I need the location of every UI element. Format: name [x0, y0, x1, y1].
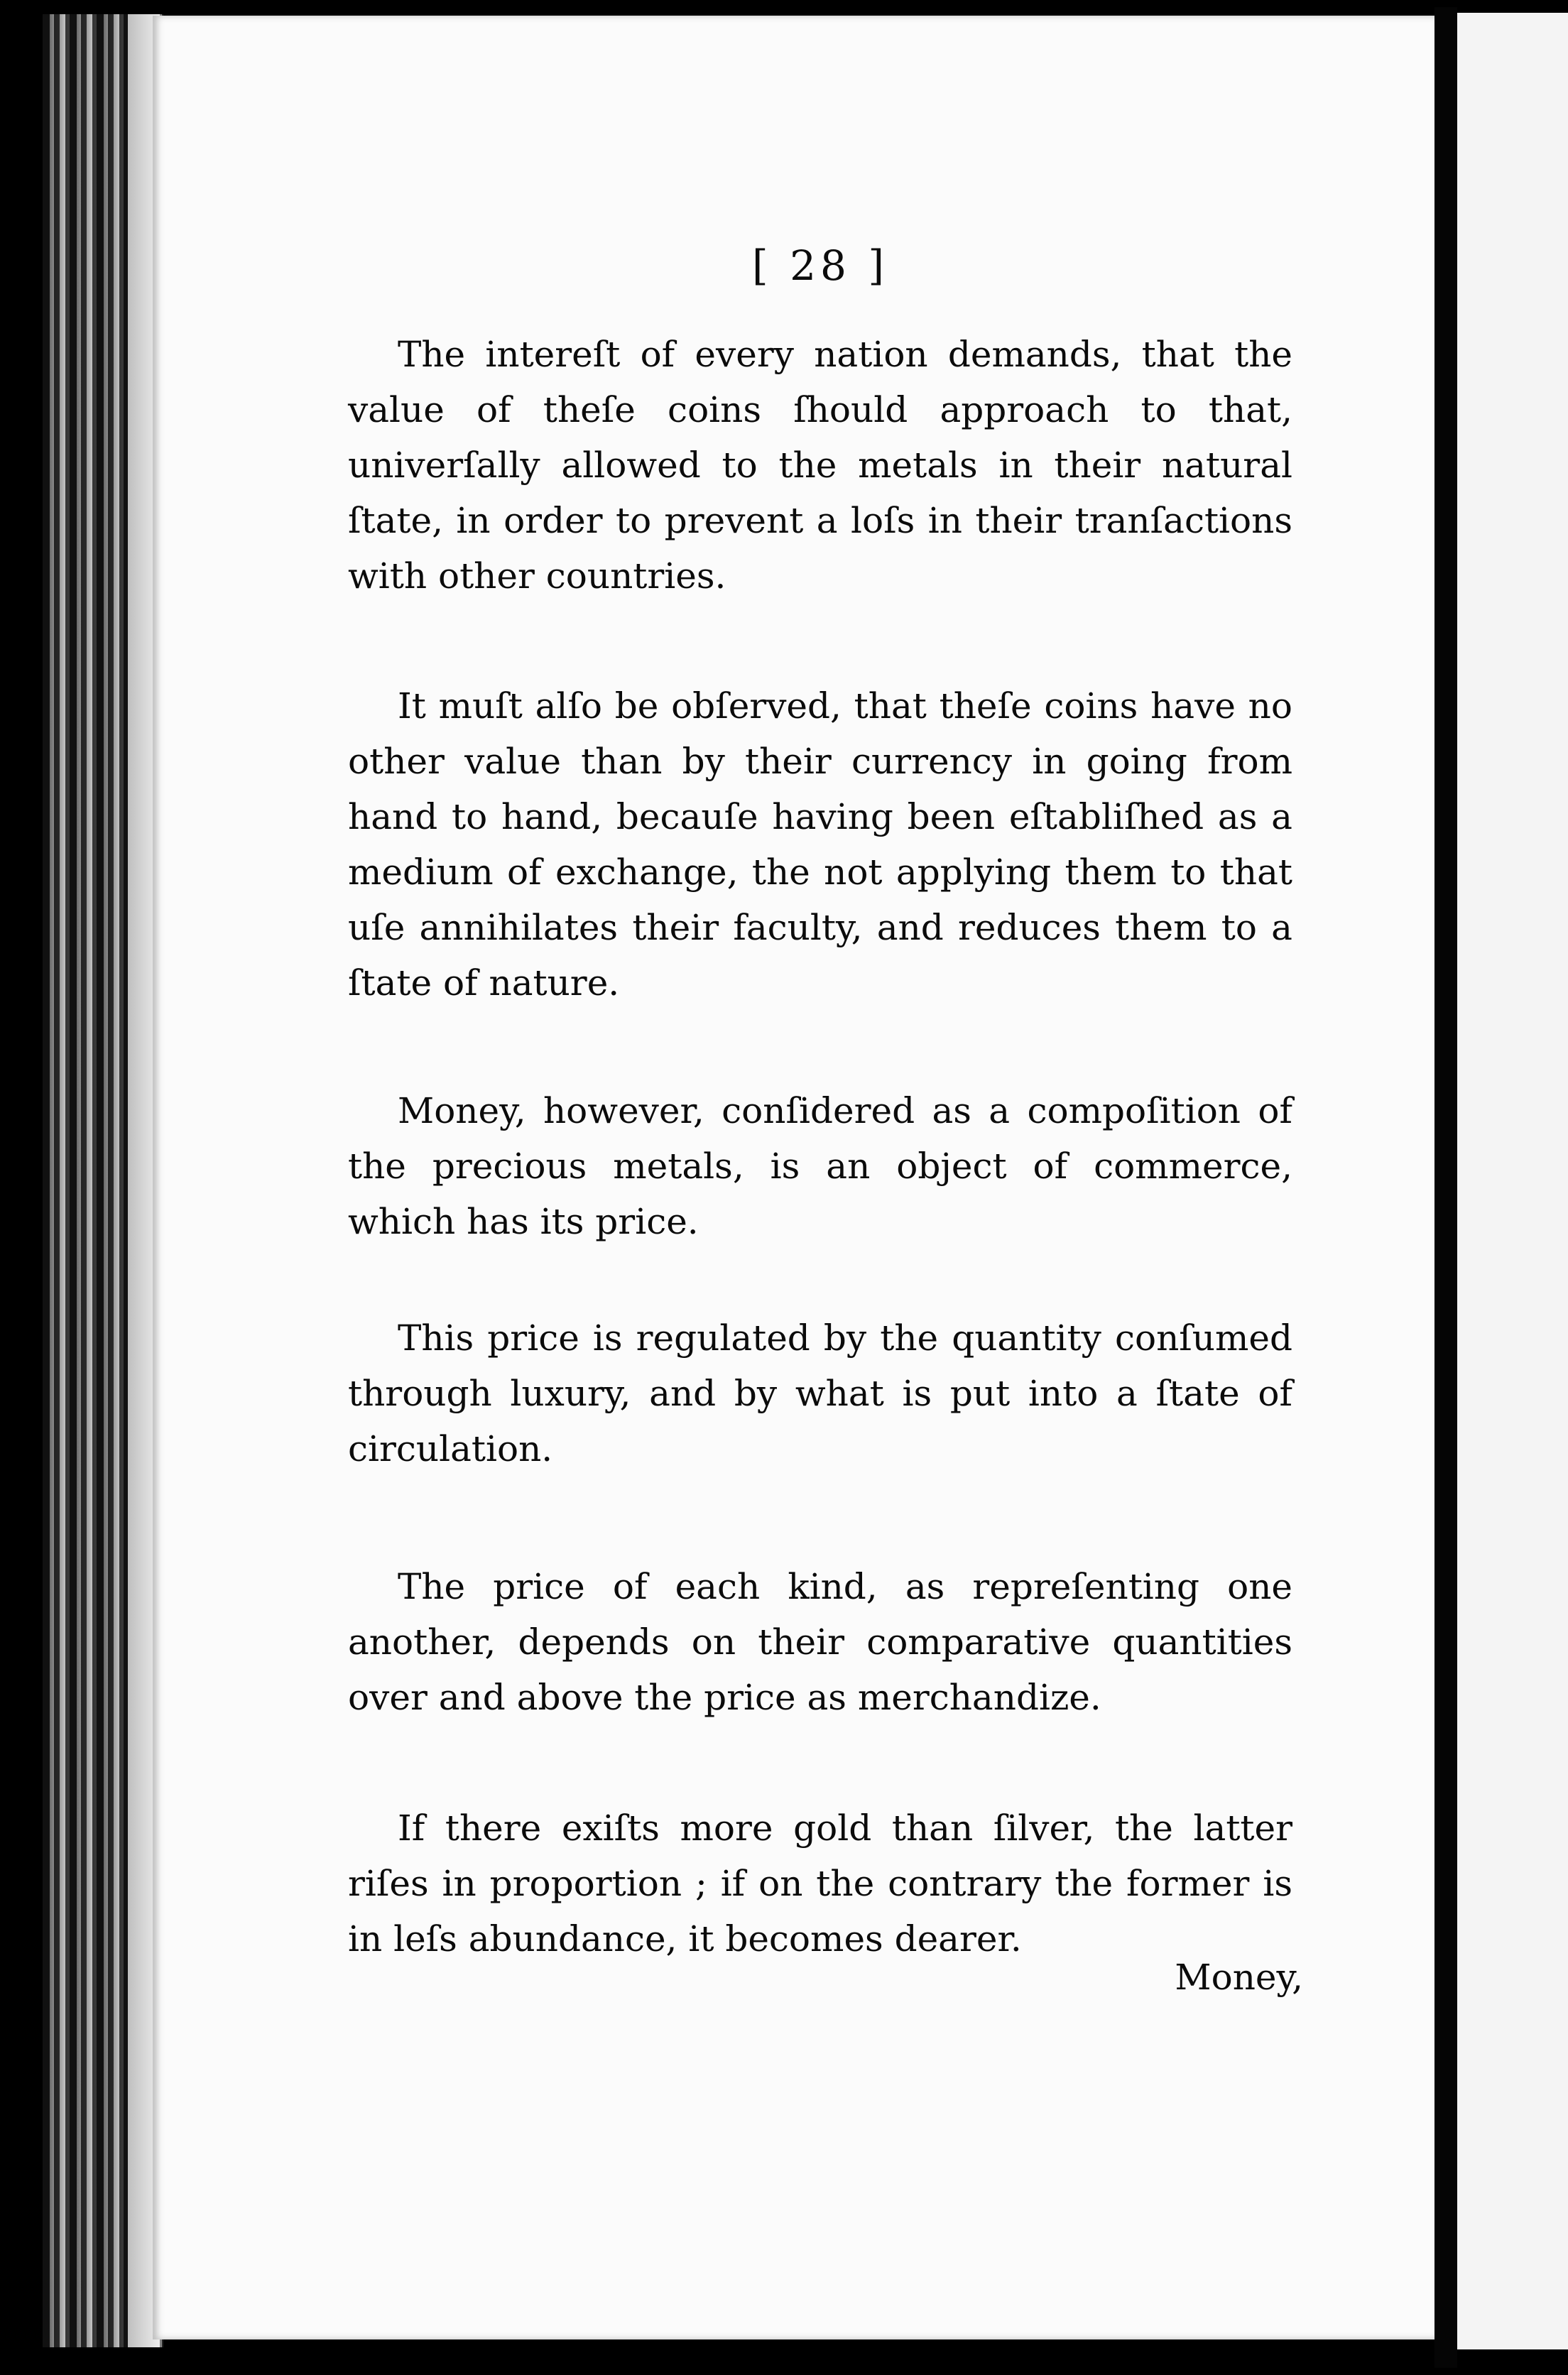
catchword: Money, [1175, 1957, 1303, 1998]
page-number: [ 28 ] [752, 241, 888, 290]
facing-page-sliver [1457, 13, 1568, 2349]
paragraph: The intereſt of every nation demands, that the value of theſe coins ſhould approach to that, univerſally allowed to the metals in their natural ſtate, in order to prevent a loſs in their tranſactions with other countries. [348, 334, 1292, 597]
paragraph: This price is regulated by the quantity conſumed through luxury, and by what is put into a ſtate of circulation. [348, 1317, 1292, 1469]
book-gutter [1434, 7, 1457, 2368]
paragraph: It muſt alſo be obſerved, that theſe coins have no other value than by their currency in going from hand to hand, becauſe having been eſtabliſhed as a medium of exchange, the not applying them to that uſe annihilates their faculty, and reduces them to a ſtate of nature. [348, 685, 1292, 1004]
paragraph: The price of each kind, as repreſenting one another, depends on their comparative quantities over and above the price as merchandize. [348, 1566, 1292, 1718]
paragraph: If there exiſts more gold than ſilver, the latter riſes in proportion ; if on the contrary the former is in leſs abundance, it becomes dearer. [348, 1808, 1292, 1960]
paragraph: Money, however, conſidered as a compoſition of the precious metals, is an object of commerce, which has its price. [348, 1090, 1292, 1242]
